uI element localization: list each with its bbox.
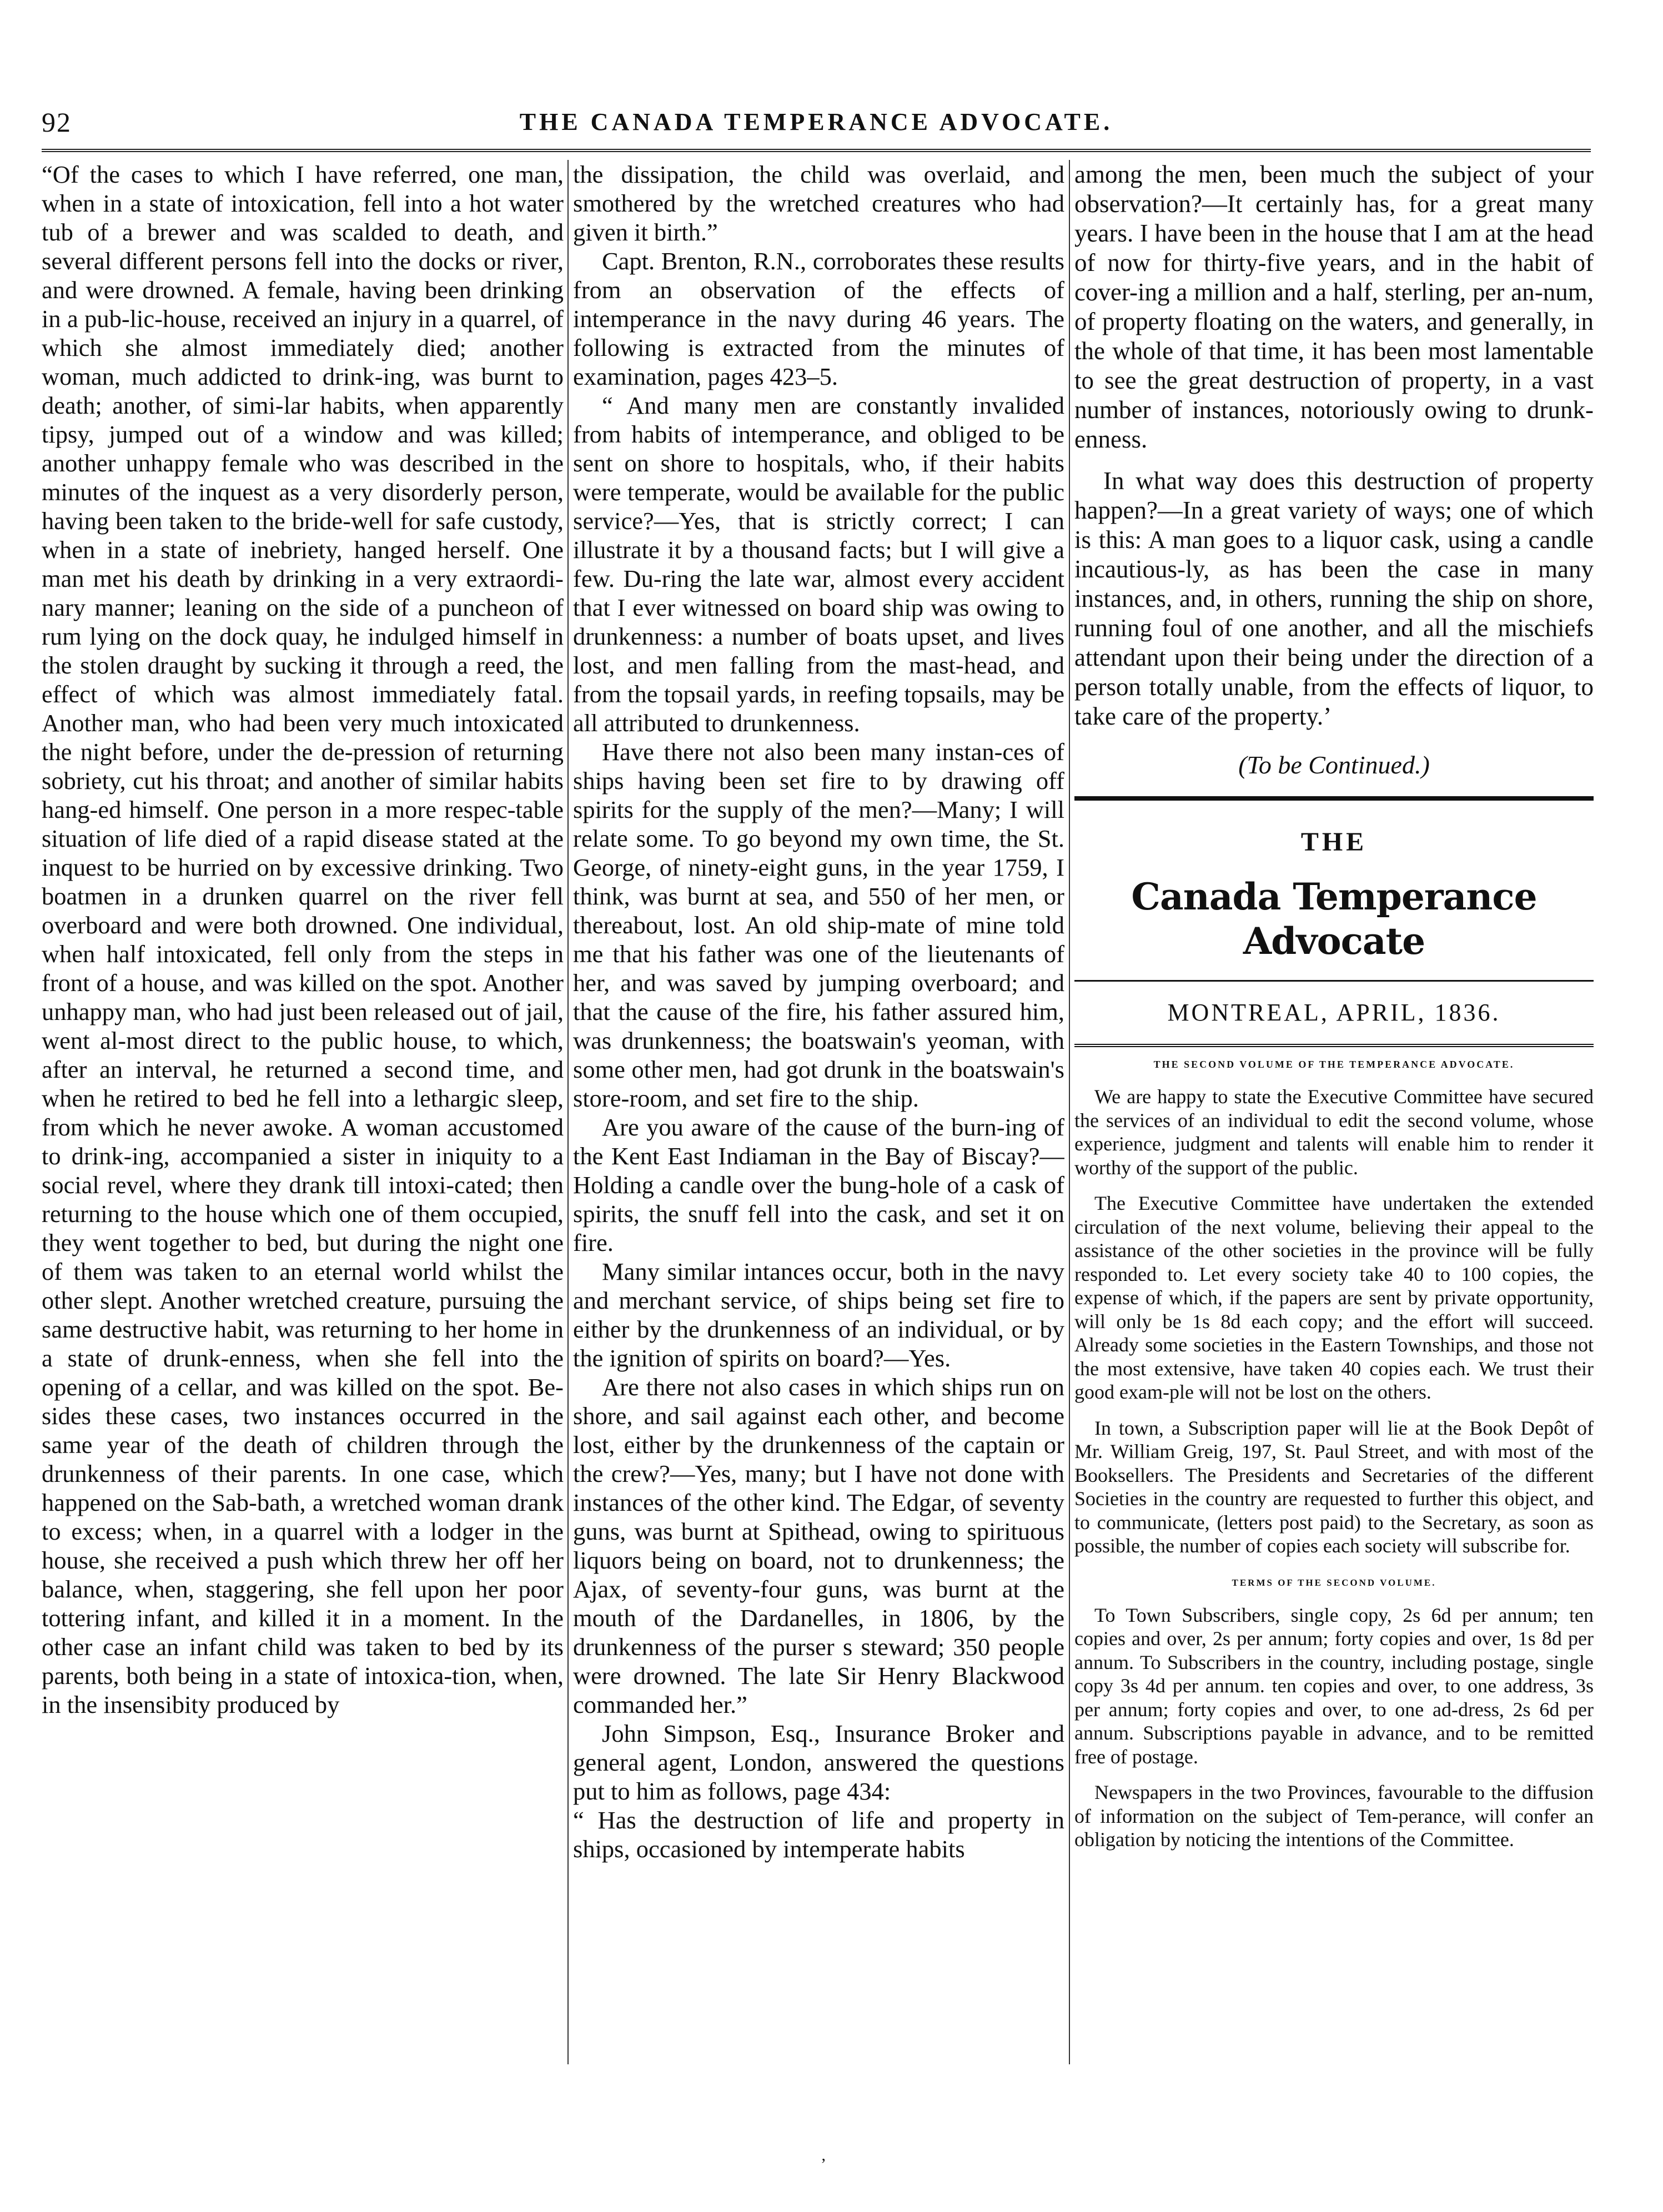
- column-divider: [567, 160, 569, 2064]
- column-1: [42, 160, 564, 2064]
- section-rule: [1074, 796, 1594, 801]
- paragraph: Have there not also been many instan-ces of ships having been set fire to by drawing off spirits for the supply of the men?—Many; I will relate some. To go beyond my own time, the St. George, of ninety-eight guns, in the year 1759, I think, was burnt at sea, and 550 of her men, or thereabout, lost. An old ship-mate of mine told me that his father was one of the lieutenants of her, and was saved by jumping overboard; and that the cause of the fire, his father assured him, was drunkenness; the boatswain's yeoman, with some other men, had got drunk in the boatswain's store-room, and set fire to the ship.: [573, 738, 1064, 1112]
- column-divider: [1069, 160, 1070, 2064]
- masthead-rule: [1074, 980, 1594, 982]
- dateline-rule: [1074, 1044, 1594, 1047]
- section-heading: THE SECOND VOLUME OF THE TEMPERANCE ADVOCATE.: [1153, 1059, 1515, 1070]
- masthead-title: Canada Temperance Advocate: [1131, 875, 1537, 963]
- dateline: MONTREAL, APRIL, 1836.: [1167, 999, 1501, 1026]
- paragraph: We are happy to state the Executive Committee have secured the services of an individual to edit the second volume, whose experience, judgment and talents will enable him to render it worthy of the support of the public.: [1074, 1085, 1594, 1179]
- header-rule: [42, 149, 1591, 152]
- paragraph: To Town Subscribers, single copy, 2s 6d per annum; ten copies and over, 2s per annum; forty copies and over, 1s 8d per annum. To Subscribers in the country, including postage, single copy 3s 4d per annum. ten copies and over, to one address, 3s per annum; forty copies and over, to one ad-dress, 2s 6d per annum. Subscriptions payable in advance, and to be remitted free of postage.: [1074, 1603, 1594, 1768]
- column-2: [573, 160, 1064, 2064]
- paragraph: The Executive Committee have undertaken the extended circulation of the next volume, believing their appeal to the assistance of the other societies in the province will be fully responded to. Let every society take 40 to 100 copies, the expense of which, if the papers are sent by private opportunity, will only be 1s 8d each copy; and the effort will succeed. Already some societies in the Eastern Townships, and those not the most extensive, have taken 40 copies each. We trust their good exam-ple will not be lost on the others.: [1074, 1192, 1594, 1403]
- paragraph: In what way does this destruction of property happen?—In a great variety of ways; one of which is this: A man goes to a liquor cask, using a candle incautious-ly, as has been the case in many instances, and, in others, running the ship on shore, running foul of one another, and all the mischiefs attendant upon their being under the direction of a person totally unable, from the effects of liquor, to take care of the property.’: [1074, 467, 1594, 730]
- masthead-the: THE: [1300, 827, 1368, 857]
- running-title: THE CANADA TEMPERANCE ADVOCATE.: [519, 108, 1113, 135]
- continued-note: (To be Continued.): [1238, 751, 1430, 779]
- paragraph: Capt. Brenton, R.N., corroborates these results from an observation of the effects of intemperance in the navy during 46 years. The following is extracted from the minutes of examination, pages 423–5.: [573, 247, 1064, 390]
- paragraph: In town, a Subscription paper will lie at the Book Depôt of Mr. William Greig, 197, St. Paul Street, and with most of the Booksellers. The Presidents and Secretaries of the different Societies in the country are requested to further this object, and to communicate, (letters post paid) to the Secretary, as soon as possible, the number of copies each society will subscribe for.: [1074, 1416, 1594, 1557]
- page-number: 92: [42, 107, 72, 138]
- page-header: [42, 103, 1591, 142]
- paragraph: Are there not also cases in which ships run on shore, and sail against each other, and become lost, either by the drunkenness of the captain or the crew?—Yes, many; but I have not done with instances of the other kind. The Edgar, of seventy guns, was burnt at Spithead, owing to spirituous liquors being on board, not to drunkenness; the Ajax, of seventy-four guns, was burnt at the mouth of the Dardanelles, in 1806, by the drunkenness of the purser s steward; 350 people were drowned. The late Sir Henry Blackwood commanded her.”: [573, 1373, 1064, 1718]
- paragraph: Newspapers in the two Provinces, favourable to the diffusion of information on the subject of Tem-perance, will confer an obligation by noticing the intentions of the Committee.: [1074, 1781, 1594, 1851]
- paragraph: “ Has the destruction of life and property in ships, occasioned by intemperate habits: [573, 1806, 1064, 1863]
- column-3: [1074, 160, 1594, 2064]
- terms-heading: TERMS OF THE SECOND VOLUME.: [1232, 1577, 1436, 1588]
- paragraph: Are you aware of the cause of the burn-ing of the Kent East Indiaman in the Bay of Biscay?—Holding a candle over the bung-hole of a cask of spirits, the snuff fell into the cask, and set it on fire.: [573, 1113, 1064, 1256]
- paragraph: “ And many men are constantly invalided from habits of intemperance, and obliged to be sent on shore to hospitals, who, if their habits were temperate, would be available for the public service?—Yes, that is strictly correct; I can illustrate it by a thousand facts; but I will give a few. Du-ring the late war, almost every accident that I ever witnessed on board ship was owing to drunkenness: a number of boats upset, and lives lost, and men falling from the mast-head, and from the topsail yards, in reefing topsails, may be all attributed to drunkenness.: [573, 391, 1064, 737]
- footer-mark: ʼ: [821, 2155, 826, 2174]
- paragraph: among the men, been much the subject of your observation?—It certainly has, for a great many years. I have been in the house that I am at the head of now for thirty-five years, and in the habit of cover-ing a million and a half, sterling, per an-num, of property floating on the waters, and generally, in the whole of that time, it has been most lamentable to see the great destruction of property, in a vast number of instances, notoriously owing to drunk-enness.: [1074, 160, 1594, 453]
- paragraph: John Simpson, Esq., Insurance Broker and general agent, London, answered the questions put to him as follows, page 434:: [573, 1720, 1064, 1805]
- paragraph: Many similar intances occur, both in the navy and merchant service, of ships being set fire to either by the drunkenness of an individual, or by the ignition of spirits on board?—Yes.: [573, 1258, 1064, 1372]
- paragraph: the dissipation, the child was overlaid, and smothered by the wretched creatures who had given it birth.”: [573, 160, 1064, 246]
- paragraph: “Of the cases to which I have referred, one man, when in a state of intoxication, fell into a hot water tub of a brewer and was scalded to death, and several different persons fell into the docks or river, and were drowned. A female, having been drinking in a pub-lic-house, received an injury in a quarrel, of which she almost immediately died; another woman, much addicted to drink-ing, was burnt to death; another, of simi-lar habits, when apparently tipsy, jumped out of a window and was killed; another unhappy female who was described in the minutes of the inquest as a very disorderly person, having been taken to the bride-well for safe custody, when in a state of inebriety, hanged herself. One man met his death by drinking in a very extraordi-nary manner; leaning on the side of a puncheon of rum lying on the dock quay, he indulged himself in the stolen draught by sucking it through a reed, the effect of which was almost immediately fatal. Another man, who had been very much intoxicated the night before, under the de-pression of returning sobriety, cut his throat; and another of similar habits hang-ed himself. One person in a more respec-table situation of life died of a rapid disease stated at the inquest to be hurried on by excessive drinking. Two boatmen in a drunken quarrel on the river fell overboard and were both drowned. One individual, when half intoxicated, fell only from the steps in front of a house, and was killed on the spot. Another unhappy man, who had just been released out of jail, went al-most direct to the public house, to which, after an interval, he returned a second time, and when he retired to bed he fell into a lethargic sleep, from which he never awoke. A woman accustomed to drink-ing, accompanied a sister in iniquity to a social revel, where they drank till intoxi-cated; then returning to the house which one of them occupied, they went together to bed, but during the night one of them was taken to an eternal world whilst the other slept. Another wretched creature, pursuing the same destructive habit, was returning to her home in a state of drunk-enness, when she fell into the opening of a cellar, and was killed on the spot. Be-sides these cases, two instances occurred in the same year of the death of children through the drunkenness of their parents. In one case, which happened on the Sab-bath, a wretched woman drank to excess; when, in a quarrel with a lodger in the house, she received a push which threw her off her balance, when, staggering, she fell upon her poor tottering infant, and killed it in a moment. In the other case an infant child was taken to bed by its parents, both being in a state of intoxica-tion, when, in the insensibity produced by: [42, 160, 564, 1718]
